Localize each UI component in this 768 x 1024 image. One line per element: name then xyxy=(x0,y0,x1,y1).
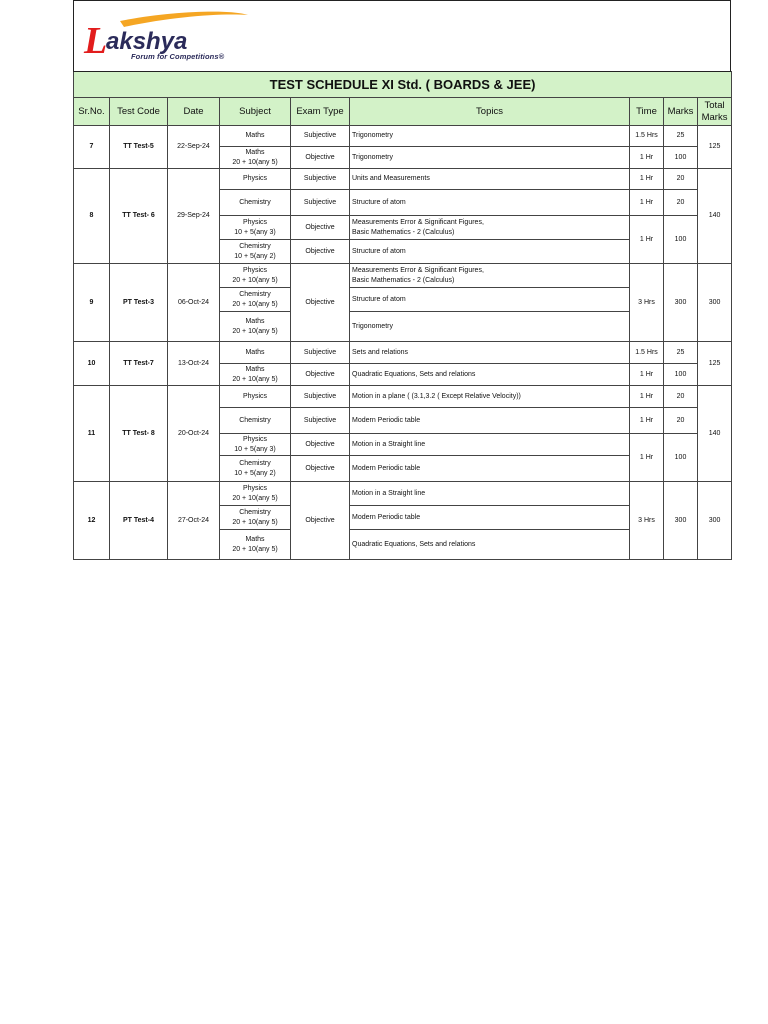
time-cell: 1.5 Hrs xyxy=(630,342,664,364)
table-row xyxy=(74,342,732,364)
test-code-cell: TT Test- 6 xyxy=(110,169,168,264)
col-header-date: Date xyxy=(168,98,220,126)
exam-type-cell: Objective xyxy=(291,264,350,342)
topics-cell: Structure of atom xyxy=(350,190,630,216)
time-cell: 1 Hr xyxy=(630,408,664,434)
subject-cell: Chemistry 20 + 10(any 5) xyxy=(220,288,291,312)
sr-no-cell: 9 xyxy=(74,264,110,342)
col-header-time: Time xyxy=(630,98,664,126)
subject-cell: Maths 20 + 10(any 5) xyxy=(220,364,291,386)
exam-type-cell: Subjective xyxy=(291,169,350,190)
page-title: TEST SCHEDULE XI Std. ( BOARDS & JEE) xyxy=(74,72,732,98)
total-marks-cell: 300 xyxy=(698,482,732,560)
test-code-cell: TT Test- 8 xyxy=(110,386,168,482)
topics-cell: Trigonometry xyxy=(350,147,630,169)
marks-cell: 20 xyxy=(664,169,698,190)
exam-type-cell: Subjective xyxy=(291,408,350,434)
exam-type-cell: Subjective xyxy=(291,342,350,364)
exam-type-cell: Objective xyxy=(291,456,350,482)
subject-cell: Physics 10 + 5(any 3) xyxy=(220,216,291,240)
time-cell: 1.5 Hrs xyxy=(630,126,664,147)
marks-cell: 300 xyxy=(664,264,698,342)
topics-cell: Quadratic Equations, Sets and relations xyxy=(350,530,630,560)
topics-cell: Units and Measurements xyxy=(350,169,630,190)
test-code-cell: PT Test-3 xyxy=(110,264,168,342)
exam-type-cell: Objective xyxy=(291,434,350,456)
time-cell: 1 Hr xyxy=(630,169,664,190)
test-code-cell: PT Test-4 xyxy=(110,482,168,560)
topics-cell: Motion in a Straight line xyxy=(350,434,630,456)
subject-cell: Physics 10 + 5(any 3) xyxy=(220,434,291,456)
subject-cell: Maths 20 + 10(any 5) xyxy=(220,312,291,342)
marks-cell: 20 xyxy=(664,408,698,434)
exam-type-cell: Objective xyxy=(291,216,350,240)
subject-cell: Maths xyxy=(220,342,291,364)
subject-cell: Maths xyxy=(220,126,291,147)
table-row xyxy=(74,126,732,147)
topics-cell: Motion in a plane ( (3.1,3.2 ( Except Relative Velocity)) xyxy=(350,386,630,408)
table-row xyxy=(74,482,732,506)
sr-no-cell: 7 xyxy=(74,126,110,169)
col-header-sr-no: Sr.No. xyxy=(74,98,110,126)
header-row xyxy=(74,98,732,126)
topics-cell: Measurements Error & Significant Figures, Basic Mathematics - 2 (Calculus) xyxy=(350,216,630,240)
col-header-topics: Topics xyxy=(350,98,630,126)
table-row xyxy=(74,264,732,288)
subject-cell: Chemistry 10 + 5(any 2) xyxy=(220,456,291,482)
table-row xyxy=(74,169,732,190)
time-cell: 1 Hr xyxy=(630,147,664,169)
marks-cell: 20 xyxy=(664,386,698,408)
exam-type-cell: Objective xyxy=(291,147,350,169)
topics-cell: Trigonometry xyxy=(350,312,630,342)
subject-cell: Chemistry xyxy=(220,408,291,434)
schedule-table xyxy=(73,71,732,560)
marks-cell: 100 xyxy=(664,364,698,386)
sr-no-cell: 10 xyxy=(74,342,110,386)
col-header-subject: Subject xyxy=(220,98,291,126)
date-cell: 29-Sep-24 xyxy=(168,169,220,264)
sr-no-cell: 11 xyxy=(74,386,110,482)
total-marks-cell: 140 xyxy=(698,169,732,264)
table-row xyxy=(74,386,732,408)
logo-area xyxy=(73,0,731,71)
sr-no-cell: 8 xyxy=(74,169,110,264)
subject-cell: Maths 20 + 10(any 5) xyxy=(220,147,291,169)
time-cell: 1 Hr xyxy=(630,216,664,264)
test-code-cell: TT Test-7 xyxy=(110,342,168,386)
subject-cell: Chemistry 10 + 5(any 2) xyxy=(220,240,291,264)
total-marks-cell: 125 xyxy=(698,342,732,386)
exam-type-cell: Objective xyxy=(291,364,350,386)
topics-cell: Sets and relations xyxy=(350,342,630,364)
subject-cell: Chemistry 20 + 10(any 5) xyxy=(220,506,291,530)
marks-cell: 100 xyxy=(664,147,698,169)
marks-cell: 25 xyxy=(664,342,698,364)
exam-type-cell: Subjective xyxy=(291,190,350,216)
total-marks-cell: 125 xyxy=(698,126,732,169)
date-cell: 27-Oct-24 xyxy=(168,482,220,560)
exam-type-cell: Objective xyxy=(291,240,350,264)
topics-cell: Structure of atom xyxy=(350,240,630,264)
marks-cell: 300 xyxy=(664,482,698,560)
exam-type-cell: Objective xyxy=(291,482,350,560)
topics-cell: Quadratic Equations, Sets and relations xyxy=(350,364,630,386)
time-cell: 1 Hr xyxy=(630,190,664,216)
subject-cell: Physics xyxy=(220,169,291,190)
svg-text:akshya: akshya xyxy=(106,28,188,55)
total-marks-cell: 140 xyxy=(698,386,732,482)
time-cell: 1 Hr xyxy=(630,364,664,386)
topics-cell: Trigonometry xyxy=(350,126,630,147)
time-cell: 3 Hrs xyxy=(630,264,664,342)
date-cell: 22-Sep-24 xyxy=(168,126,220,169)
marks-cell: 20 xyxy=(664,190,698,216)
subject-cell: Physics 20 + 10(any 5) xyxy=(220,482,291,506)
sr-no-cell: 12 xyxy=(74,482,110,560)
col-header-test-code: Test Code xyxy=(110,98,168,126)
exam-type-cell: Subjective xyxy=(291,126,350,147)
total-marks-cell: 300 xyxy=(698,264,732,342)
col-header-total-marks: Total Marks xyxy=(698,98,732,126)
date-cell: 06-Oct-24 xyxy=(168,264,220,342)
topics-cell: Modern Periodic table xyxy=(350,506,630,530)
time-cell: 1 Hr xyxy=(630,434,664,482)
col-header-marks: Marks xyxy=(664,98,698,126)
marks-cell: 100 xyxy=(664,216,698,264)
svg-text:L: L xyxy=(84,20,108,62)
subject-cell: Physics 20 + 10(any 5) xyxy=(220,264,291,288)
time-cell: 3 Hrs xyxy=(630,482,664,560)
schedule-sheet xyxy=(73,0,731,560)
col-header-exam-type: Exam Type xyxy=(291,98,350,126)
marks-cell: 25 xyxy=(664,126,698,147)
marks-cell: 100 xyxy=(664,434,698,482)
topics-cell: Modern Periodic table xyxy=(350,408,630,434)
topics-cell: Motion in a Straight line xyxy=(350,482,630,506)
exam-type-cell: Subjective xyxy=(291,386,350,408)
subject-cell: Physics xyxy=(220,386,291,408)
topics-cell: Modern Periodic table xyxy=(350,456,630,482)
logo-tagline: Forum for Competitions® xyxy=(131,52,225,61)
test-code-cell: TT Test-5 xyxy=(110,126,168,169)
subject-cell: Chemistry xyxy=(220,190,291,216)
date-cell: 20-Oct-24 xyxy=(168,386,220,482)
topics-cell: Measurements Error & Significant Figures, Basic Mathematics - 2 (Calculus) xyxy=(350,264,630,288)
date-cell: 13-Oct-24 xyxy=(168,342,220,386)
subject-cell: Maths 20 + 10(any 5) xyxy=(220,530,291,560)
topics-cell: Structure of atom xyxy=(350,288,630,312)
time-cell: 1 Hr xyxy=(630,386,664,408)
